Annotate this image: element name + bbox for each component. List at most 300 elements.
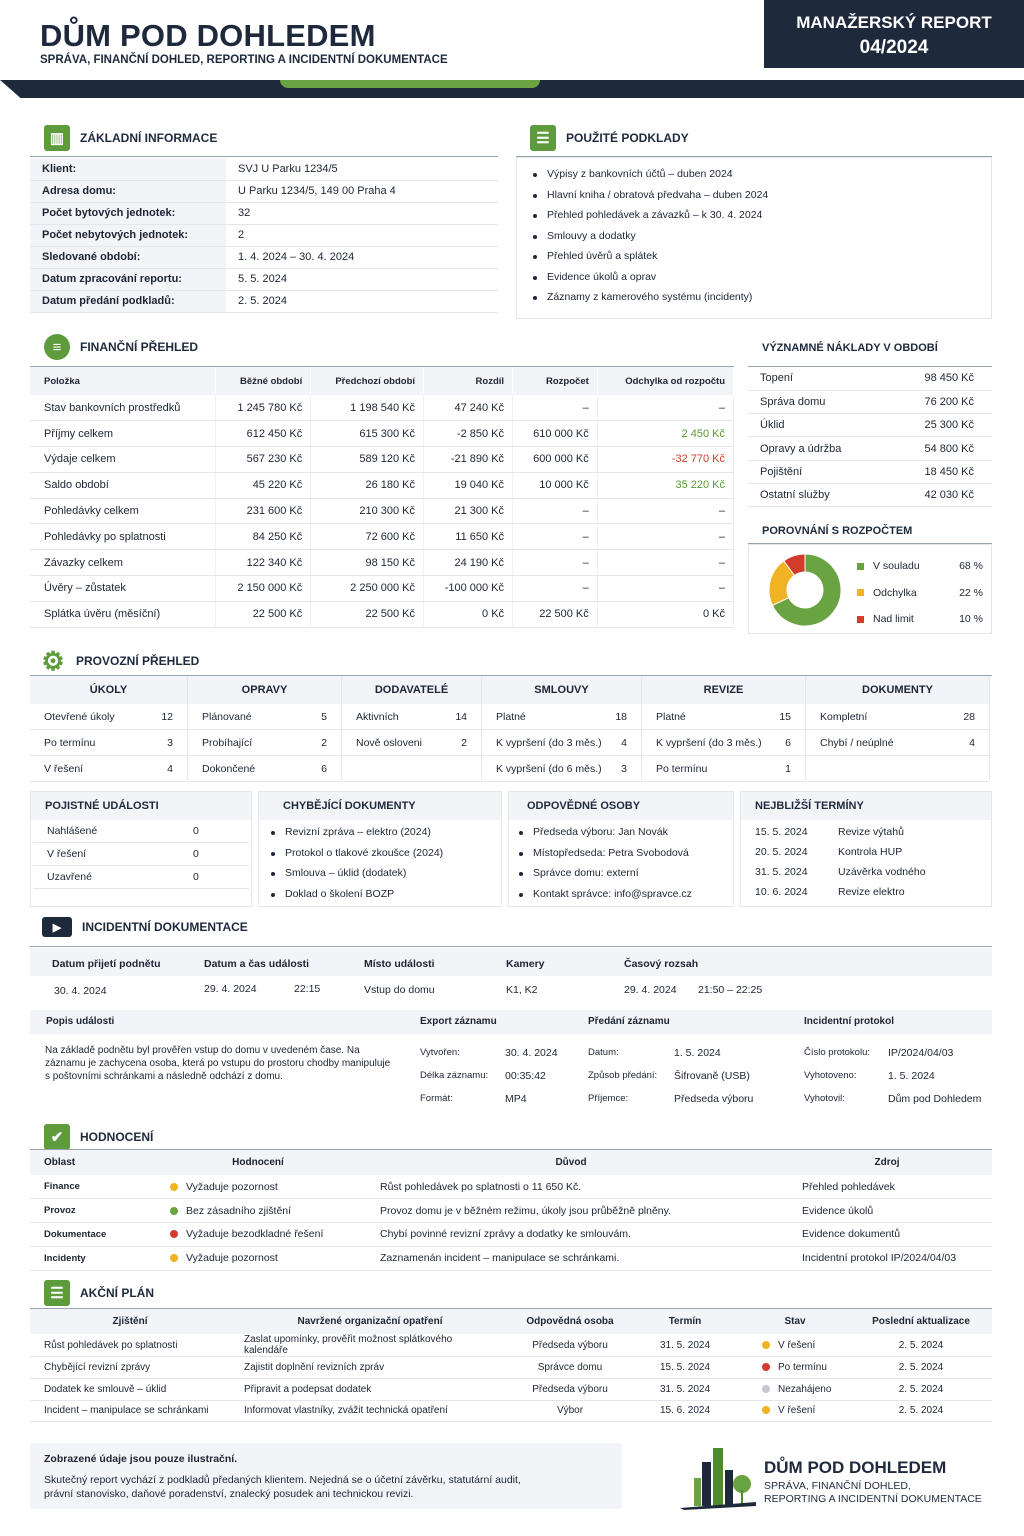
legend-swatch (857, 589, 864, 596)
evaluation-rating (156, 1199, 360, 1223)
finance-cell: Pohledávky po splatnosti (30, 524, 215, 550)
action-finding: Incident – manipulace se schránkami (30, 1400, 230, 1422)
page-title: DŮM POD DOHLEDEM (40, 18, 376, 53)
action-deadline: 31. 5. 2024 (630, 1378, 740, 1400)
ops-label: K vypršení (do 3 měs.) (656, 736, 762, 749)
ops-row (642, 756, 805, 782)
export-label: Vytvořen: (420, 1047, 460, 1058)
legend-swatch (857, 616, 864, 623)
deadline-task: Uzávěrka vodného (838, 866, 926, 878)
missing-doc-item: Smlouva – úklid (dodatek) (269, 863, 491, 884)
action-status (740, 1334, 850, 1357)
finance-cell: – (597, 395, 733, 421)
action-status-text: Po termínu (778, 1361, 827, 1373)
header-accent (280, 80, 540, 88)
protocol-row (804, 1087, 992, 1110)
ops-column-head: ÚKOLY (30, 676, 187, 704)
legend-item (857, 553, 983, 580)
handover-value: Předseda výboru (674, 1092, 754, 1105)
legend-item (857, 606, 983, 633)
basic-info-key: Klient: (30, 158, 226, 180)
ops-value: 2 (321, 736, 327, 749)
incident-range-time: 21:50 – 22:25 (698, 984, 763, 996)
action-status (740, 1357, 850, 1379)
action-status-text: V řešení (778, 1339, 816, 1351)
finance-cell: 11 650 Kč (424, 524, 513, 550)
finance-cell: 84 250 Kč (215, 524, 310, 550)
missing-doc-item: Doklad o školení BOZP (269, 884, 491, 905)
action-person: Předseda výboru (510, 1334, 630, 1357)
incident-time: 22:15 (294, 983, 321, 995)
clipboard-icon: ☰ (44, 1280, 70, 1306)
basic-info-row (30, 180, 498, 202)
evaluation-rating (156, 1223, 360, 1247)
report-label: MANAŽERSKÝ REPORT (796, 13, 992, 32)
gear-icon: ⚙ (41, 645, 65, 676)
incident-cams: K1, K2 (506, 984, 538, 996)
insurance-label: Nahlášené (47, 825, 98, 837)
ops-label: V řešení (44, 762, 84, 775)
ops-label: Platné (496, 710, 526, 723)
ops-row (188, 730, 341, 756)
cost-label: Pojištění (748, 460, 887, 483)
action-finding: Chybějící revizní zprávy (30, 1357, 230, 1379)
cost-row (748, 414, 992, 437)
handover-row (588, 1087, 788, 1110)
handover-value: Šifrovaně (USB) (674, 1069, 750, 1082)
ops-value: 12 (161, 710, 173, 723)
ops-column (482, 676, 642, 780)
finance-cell: 98 150 Kč (311, 550, 424, 576)
ops-label: Otevřené úkoly (44, 710, 115, 723)
finance-cell: – (597, 524, 733, 550)
status-dot (762, 1406, 770, 1414)
cost-value: 54 800 Kč (887, 437, 992, 460)
ops-grid (30, 676, 992, 780)
status-dot (762, 1341, 770, 1349)
deadline-date: 10. 6. 2024 (755, 886, 808, 898)
finance-cell: 0 Kč (424, 601, 513, 627)
incident-range-label: Časový rozsah (624, 958, 699, 970)
divider (30, 946, 992, 947)
finance-cell: 22 500 Kč (215, 601, 310, 627)
evaluation-heading: ✔ HODNOCENÍ (44, 1124, 153, 1150)
logo-title: DŮM POD DOHLEDEM (764, 1458, 947, 1477)
finance-cell: – (597, 576, 733, 602)
incident-cams-label: Kamery (506, 958, 545, 970)
protocol-value: IP/2024/04/03 (888, 1046, 954, 1059)
incident-received: 30. 4. 2024 (54, 985, 107, 997)
basic-info-value: 1. 4. 2024 – 30. 4. 2024 (226, 246, 498, 268)
action-table (30, 1309, 992, 1422)
handover-value: 1. 5. 2024 (674, 1046, 721, 1059)
ops-value: 3 (167, 736, 173, 749)
evaluation-source: Evidence dokumentů (782, 1223, 992, 1247)
action-measure: Připravit a podepsat dodatek (230, 1378, 510, 1400)
action-finding: Dodatek ke smlouvě – úklid (30, 1378, 230, 1400)
source-item: Výpisy z bankovních účtů – duben 2024 (531, 164, 977, 185)
finance-header: Položka (30, 367, 215, 395)
basic-info-key: Adresa domu: (30, 180, 226, 202)
budget-donut-chart (765, 550, 845, 630)
handover-label: Příjemce: (588, 1093, 629, 1104)
deadline-date: 15. 5. 2024 (755, 826, 808, 838)
ops-column (188, 676, 342, 780)
finance-cell: 612 450 Kč (215, 421, 310, 447)
persons-list (509, 820, 733, 906)
export-row (420, 1041, 580, 1064)
action-header: Zjištění (30, 1309, 230, 1334)
export-title: Export záznamu (420, 1016, 497, 1027)
basic-info-row (30, 246, 498, 268)
ops-row (188, 704, 341, 730)
incident-summary (30, 948, 992, 1004)
deadlines-heading: NEJBLIŽŠÍ TERMÍNY (741, 792, 991, 820)
basic-info-key: Sledované období: (30, 246, 226, 268)
finance-cell: 122 340 Kč (215, 550, 310, 576)
finance-cell: – (513, 524, 598, 550)
insurance-box (30, 791, 252, 907)
legend-label: V souladu (873, 560, 920, 573)
incident-detail (30, 1010, 992, 1108)
evaluation-reason: Růst pohledávek po splatnosti o 11 650 Kč. (360, 1175, 782, 1199)
deadline-task: Kontrola HUP (838, 846, 903, 858)
source-item: Přehled pohledávek a závazků – k 30. 4. 2024 (531, 205, 977, 226)
divider (30, 156, 498, 157)
ops-row (642, 704, 805, 730)
ops-row (482, 704, 641, 730)
person-item: Správce domu: externí (517, 863, 725, 884)
costs-table (748, 367, 992, 507)
evaluation-table (30, 1150, 992, 1271)
finance-cell: 2 150 000 Kč (215, 576, 310, 602)
finance-cell: 615 300 Kč (311, 421, 424, 447)
ops-label: Dokončené (202, 762, 256, 775)
missing-doc-item: Protokol o tlakové zkoušce (2024) (269, 843, 491, 864)
evaluation-header: Důvod (360, 1150, 782, 1175)
handover-title: Předání záznamu (588, 1016, 670, 1027)
persons-box (508, 791, 734, 907)
finance-cell: 35 220 Kč (597, 472, 733, 498)
ops-row (482, 730, 641, 756)
finance-cell: -32 770 Kč (597, 447, 733, 473)
handover-row (588, 1041, 788, 1064)
checklist-icon: ✔ (44, 1124, 70, 1150)
action-header: Navržené organizační opatření (230, 1309, 510, 1334)
building-icon: ▥ (44, 125, 70, 151)
evaluation-area: Dokumentace (30, 1223, 156, 1247)
ops-column-head: DODAVATELÉ (342, 676, 481, 704)
action-updated: 2. 5. 2024 (850, 1400, 992, 1422)
action-updated: 2. 5. 2024 (850, 1334, 992, 1357)
ops-label: Po termínu (44, 736, 96, 749)
action-updated: 2. 5. 2024 (850, 1357, 992, 1379)
document-icon: ☰ (530, 125, 556, 151)
finance-cell: 2 450 Kč (597, 421, 733, 447)
ops-value: 4 (969, 736, 975, 749)
incident-place: Vstup do domu (364, 984, 435, 996)
insurance-label: Uzavřené (47, 871, 92, 883)
export-label: Formát: (420, 1093, 453, 1104)
ops-column (642, 676, 806, 780)
finance-heading: ≡ FINANČNÍ PŘEHLED (44, 334, 198, 360)
incident-place-label: Místo události (364, 958, 435, 970)
cost-value: 98 450 Kč (887, 367, 992, 390)
incident-heading: ▶ INCIDENTNÍ DOKUMENTACE (42, 917, 248, 937)
person-item: Místopředseda: Petra Svobodová (517, 843, 725, 864)
ops-value: 14 (455, 710, 467, 723)
finance-cell: 210 300 Kč (311, 498, 424, 524)
deadline-task: Revize elektro (838, 886, 905, 898)
deadline-date: 31. 5. 2024 (755, 866, 808, 878)
ops-heading: ⚙ PROVOZNÍ PŘEHLED (41, 645, 200, 676)
ops-row (188, 756, 341, 782)
finance-cell: 231 600 Kč (215, 498, 310, 524)
evaluation-row (30, 1223, 992, 1247)
insurance-value: 0 (193, 825, 199, 837)
deadline-row (755, 862, 977, 882)
ops-column (30, 676, 188, 780)
evaluation-rating (156, 1175, 360, 1199)
finance-cell: Závazky celkem (30, 550, 215, 576)
evaluation-row (30, 1175, 992, 1199)
source-item: Hlavní kniha / obratová předvaha – duben 2024 (531, 185, 977, 206)
finance-cell: 0 Kč (597, 601, 733, 627)
incident-range-date: 29. 4. 2024 (624, 984, 677, 996)
coins-icon: ≡ (44, 334, 70, 360)
action-header: Stav (740, 1309, 850, 1334)
action-measure: Informovat vlastníky, zvážit technická opatření (230, 1400, 510, 1422)
insurance-label: V řešení (47, 848, 87, 860)
logo-icon (680, 1444, 756, 1510)
missing-docs-list (259, 820, 501, 906)
budget-heading: POROVNÁNÍ S ROZPOČTEM (762, 525, 913, 537)
ops-column-head: REVIZE (642, 676, 805, 704)
finance-cell: Pohledávky celkem (30, 498, 215, 524)
action-status (740, 1378, 850, 1400)
logo-line2: REPORTING A INCIDENTNÍ DOKUMENTACE (764, 1493, 982, 1505)
ops-row (482, 756, 641, 782)
status-dot (170, 1230, 178, 1238)
finance-header: Předchozí období (311, 367, 424, 395)
finance-header: Běžné období (215, 367, 310, 395)
evaluation-header: Oblast (30, 1150, 156, 1175)
status-dot (762, 1363, 770, 1371)
insurance-row (33, 843, 249, 866)
action-finding: Růst pohledávek po splatnosti (30, 1334, 230, 1357)
action-heading: ☰ AKČNÍ PLÁN (44, 1280, 154, 1306)
ops-value: 5 (321, 710, 327, 723)
finance-cell: 610 000 Kč (513, 421, 598, 447)
evaluation-reason: Provoz domu je v běžném režimu, úkoly jsou průběžně plněny. (360, 1199, 782, 1223)
deadline-row (755, 822, 977, 842)
incident-description: Na základě podnětu byl prověřen vstup do domu v uvedeném čase. Na záznamu je zachycena osoba, která po vstupu do prostoru chodby manipuluje s poštovními schránkami a následně odchází z domu. (45, 1045, 391, 1082)
ops-label: Aktivních (356, 710, 399, 723)
basic-info-row (30, 290, 498, 312)
cost-value: 25 300 Kč (887, 414, 992, 437)
finance-cell: – (597, 550, 733, 576)
evaluation-source: Incidentní protokol IP/2024/04/03 (782, 1246, 992, 1270)
ops-row (342, 730, 481, 756)
finance-header: Rozdíl (424, 367, 513, 395)
evaluation-rating (156, 1246, 360, 1270)
basic-info-table (30, 158, 498, 313)
finance-cell: 600 000 Kč (513, 447, 598, 473)
finance-cell: – (513, 550, 598, 576)
ops-column (342, 676, 482, 780)
finance-cell: 10 000 Kč (513, 472, 598, 498)
cost-label: Úklid (748, 414, 887, 437)
basic-info-value: 5. 5. 2024 (226, 268, 498, 290)
basic-info-heading: ▥ ZÁKLADNÍ INFORMACE (44, 125, 217, 151)
legend-item (857, 580, 983, 607)
ops-label: Chybí / neúplné (820, 736, 894, 749)
ops-value: 4 (167, 762, 173, 775)
action-status-text: V řešení (778, 1405, 816, 1417)
basic-info-row (30, 158, 498, 180)
protocol-value: 1. 5. 2024 (888, 1069, 935, 1082)
ops-row (30, 756, 187, 782)
ops-row (342, 704, 481, 730)
ops-value: 1 (785, 762, 791, 775)
incident-date: 29. 4. 2024 (204, 983, 257, 995)
cost-label: Topení (748, 367, 887, 390)
action-row (30, 1400, 992, 1422)
ops-row (342, 756, 481, 782)
legend-swatch (857, 563, 864, 570)
ops-value: 28 (963, 710, 975, 723)
ops-value: 18 (615, 710, 627, 723)
evaluation-rating-text: Vyžaduje bezodkladné řešení (186, 1228, 324, 1241)
action-header: Odpovědná osoba (510, 1309, 630, 1334)
protocol-label: Číslo protokolu: (804, 1047, 871, 1058)
finance-row (30, 550, 734, 576)
finance-row (30, 472, 734, 498)
source-item: Smlouvy a dodatky (531, 226, 977, 247)
ops-label: K vypršení (do 6 měs.) (496, 762, 602, 775)
ops-column-head: SMLOUVY (482, 676, 641, 704)
ops-column-head: OPRAVY (188, 676, 341, 704)
source-item: Přehled úvěrů a splátek (531, 246, 977, 267)
disclaimer-box (30, 1443, 622, 1509)
deadline-date: 20. 5. 2024 (755, 846, 808, 858)
evaluation-row (30, 1246, 992, 1270)
person-item: Předseda výboru: Jan Novák (517, 822, 725, 843)
finance-cell: 24 190 Kč (424, 550, 513, 576)
insurance-value: 0 (193, 848, 199, 860)
legend-value: 68 % (959, 560, 983, 573)
export-row (420, 1064, 580, 1087)
ops-row (806, 730, 989, 756)
camera-icon: ▶ (42, 917, 72, 937)
ops-label: Nově osloveni (356, 736, 422, 749)
missing-docs-heading: CHYBĚJÍCÍ DOKUMENTY (259, 792, 501, 820)
evaluation-area: Finance (30, 1175, 156, 1199)
finance-header: Odchylka od rozpočtu (597, 367, 733, 395)
export-value: 30. 4. 2024 (505, 1046, 558, 1059)
status-dot (170, 1254, 178, 1262)
action-status (740, 1400, 850, 1422)
protocol-row (804, 1041, 992, 1064)
evaluation-area: Incidenty (30, 1246, 156, 1270)
ops-label: Platné (656, 710, 686, 723)
finance-cell: – (513, 498, 598, 524)
finance-cell: 47 240 Kč (424, 395, 513, 421)
incident-datetime-label: Datum a čas události (204, 958, 310, 970)
ops-label: Po termínu (656, 762, 708, 775)
legend-value: 22 % (959, 586, 983, 599)
missing-docs-box (258, 791, 502, 907)
legend-label: Nad limit (873, 613, 914, 626)
finance-cell: Příjmy celkem (30, 421, 215, 447)
finance-cell: 567 230 Kč (215, 447, 310, 473)
action-deadline: 31. 5. 2024 (630, 1334, 740, 1357)
evaluation-row (30, 1199, 992, 1223)
status-dot (762, 1385, 770, 1393)
ops-column (806, 676, 990, 780)
action-row (30, 1357, 992, 1379)
cost-value: 42 030 Kč (887, 483, 992, 506)
action-header: Termín (630, 1309, 740, 1334)
finance-cell: Saldo období (30, 472, 215, 498)
finance-row (30, 395, 734, 421)
finance-cell: 26 180 Kč (311, 472, 424, 498)
person-item: Kontakt správce: info@spravce.cz (517, 884, 725, 905)
finance-header: Rozpočet (513, 367, 598, 395)
evaluation-rating-text: Vyžaduje pozornost (186, 1252, 278, 1265)
disclaimer-title: Zobrazené údaje jsou pouze ilustrační. (44, 1453, 238, 1465)
export-label: Délka záznamu: (420, 1070, 489, 1081)
finance-cell: 45 220 Kč (215, 472, 310, 498)
report-badge (764, 0, 1024, 68)
deadline-task: Revize výtahů (838, 826, 904, 838)
protocol-value: Dům pod Dohledem (888, 1092, 982, 1105)
finance-cell: 2 250 000 Kč (311, 576, 424, 602)
page-subtitle: SPRÁVA, FINANČNÍ DOHLED, REPORTING A INCIDENTNÍ DOKUMENTACE (40, 54, 448, 66)
ops-value: 6 (785, 736, 791, 749)
deadlines-box (740, 791, 992, 907)
basic-info-value: SVJ U Parku 1234/5 (226, 158, 498, 180)
finance-cell: Úvěry – zůstatek (30, 576, 215, 602)
evaluation-header: Zdroj (782, 1150, 992, 1175)
ops-label: Plánované (202, 710, 252, 723)
protocol-title: Incidentní protokol (804, 1016, 894, 1027)
ops-column-head: DOKUMENTY (806, 676, 989, 704)
protocol-label: Vyhotovil: (804, 1093, 845, 1104)
ops-value: 6 (321, 762, 327, 775)
export-value: 00:35:42 (505, 1069, 546, 1082)
finance-row (30, 447, 734, 473)
basic-info-row (30, 268, 498, 290)
evaluation-source: Přehled pohledávek (782, 1175, 992, 1199)
disclaimer-text: Skutečný report vychází z podkladů předaných klientem. Nejedná se o účetní závěrku, statutární audit, právní stanovisko, daňové poradenství, znalecký posudek ani technickou revizi. (44, 1474, 521, 1500)
finance-cell: Výdaje celkem (30, 447, 215, 473)
finance-cell: – (597, 498, 733, 524)
source-item: Evidence úkolů a oprav (531, 267, 977, 288)
ops-row (642, 730, 805, 756)
action-deadline: 15. 5. 2024 (630, 1357, 740, 1379)
action-header: Poslední aktualizace (850, 1309, 992, 1334)
protocol-label: Vyhotoveno: (804, 1070, 857, 1081)
finance-cell: – (513, 395, 598, 421)
ops-row (30, 704, 187, 730)
sources-box (516, 157, 992, 319)
evaluation-source: Evidence úkolů (782, 1199, 992, 1223)
handover-row (588, 1064, 788, 1087)
finance-cell: Splátka úvěru (měsíční) (30, 601, 215, 627)
action-updated: 2. 5. 2024 (850, 1378, 992, 1400)
deadline-row (755, 842, 977, 862)
